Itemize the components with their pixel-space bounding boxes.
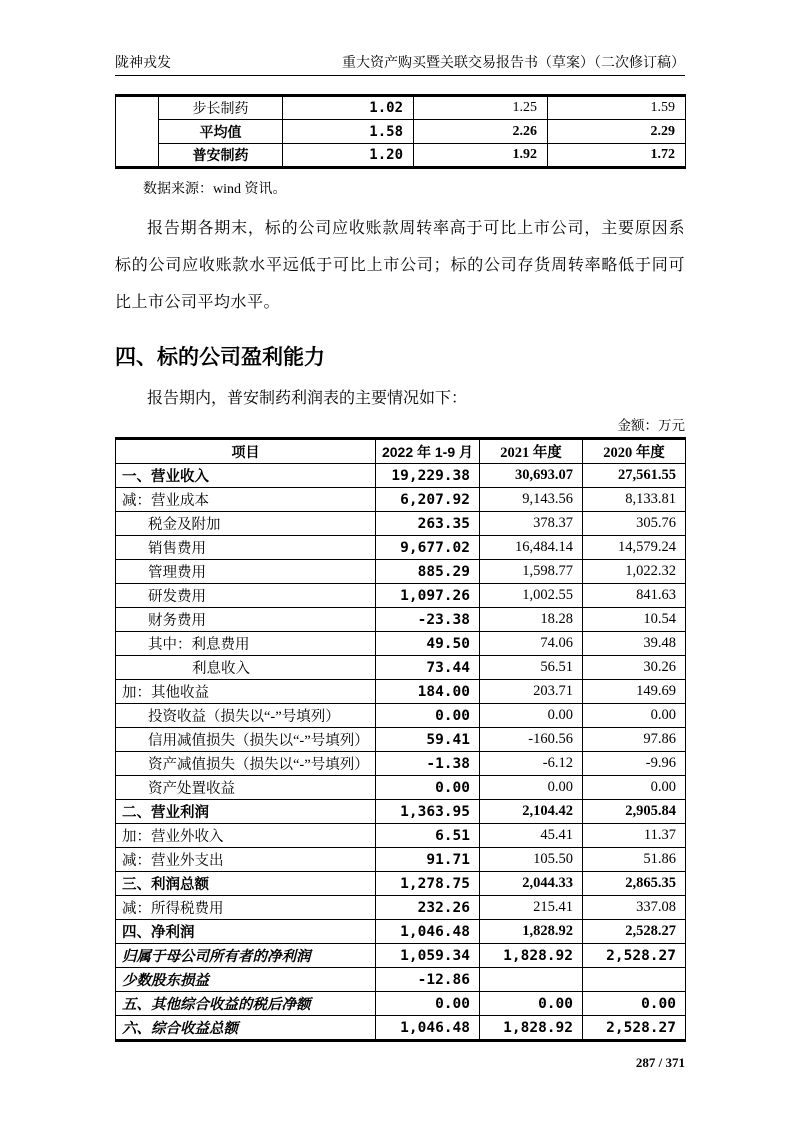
income-row — [116, 632, 686, 656]
income-value: 1,002.55 — [480, 584, 583, 608]
turnover-value: 2.29 — [548, 120, 686, 144]
income-value: -6.12 — [480, 752, 583, 776]
income-value: 9,143.56 — [480, 488, 583, 512]
income-value: -160.56 — [480, 728, 583, 752]
income-value: 841.63 — [583, 584, 686, 608]
income-column-header: 项目 — [116, 439, 376, 464]
income-row-label: 减：营业成本 — [116, 488, 376, 512]
income-value: 2,528.27 — [583, 920, 686, 944]
income-row — [116, 704, 686, 728]
income-value: 184.00 — [376, 680, 480, 704]
income-value: 51.86 — [583, 848, 686, 872]
income-value: 73.44 — [376, 656, 480, 680]
income-row-label: 资产减值损失（损失以“-”号填列） — [116, 752, 376, 776]
income-value: 1,022.32 — [583, 560, 686, 584]
income-value: 30,693.07 — [480, 464, 583, 488]
turnover-value: 1.20 — [283, 144, 414, 168]
income-value: 2,528.27 — [583, 944, 686, 968]
income-row — [116, 896, 686, 920]
turnover-value: 1.72 — [548, 144, 686, 168]
page-number: 287 / 371 — [635, 1055, 685, 1070]
income-row-label: 信用减值损失（损失以“-”号填列） — [116, 728, 376, 752]
income-value: 2,528.27 — [583, 1016, 686, 1041]
header-company-name: 陇神戎发 — [115, 56, 171, 71]
income-value: 49.50 — [376, 632, 480, 656]
income-value: 14,579.24 — [583, 536, 686, 560]
turnover-comparison-table — [115, 94, 686, 169]
turnover-value: 1.59 — [548, 96, 686, 120]
income-value: 203.71 — [480, 680, 583, 704]
header-report-title: 重大资产购买暨关联交易报告书（草案）（二次修订稿） — [342, 56, 685, 71]
income-row — [116, 992, 686, 1016]
income-value: 1,598.77 — [480, 560, 583, 584]
income-value: 2,905.84 — [583, 800, 686, 824]
income-row — [116, 488, 686, 512]
income-value: 97.86 — [583, 728, 686, 752]
income-value: 0.00 — [480, 704, 583, 728]
income-row — [116, 536, 686, 560]
income-row-label: 其中：利息费用 — [116, 632, 376, 656]
income-value: 305.76 — [583, 512, 686, 536]
data-source-note: 数据来源：wind 资讯。 — [143, 182, 287, 197]
income-value: 19,229.38 — [376, 464, 480, 488]
income-value: 0.00 — [583, 992, 686, 1016]
income-header-row — [116, 439, 686, 464]
turnover-company-name: 普安制药 — [159, 144, 283, 168]
income-row — [116, 680, 686, 704]
income-row — [116, 464, 686, 488]
income-value: 378.37 — [480, 512, 583, 536]
income-value: -9.96 — [583, 752, 686, 776]
income-row — [116, 608, 686, 632]
income-row-label: 财务费用 — [116, 608, 376, 632]
income-row — [116, 920, 686, 944]
income-value: 0.00 — [376, 992, 480, 1016]
income-value: 0.00 — [480, 992, 583, 1016]
turnover-value: 1.25 — [414, 96, 548, 120]
income-column-header: 2021 年度 — [480, 439, 583, 464]
income-value: 0.00 — [583, 776, 686, 800]
income-value: -1.38 — [376, 752, 480, 776]
income-row-label: 归属于母公司所有者的净利润 — [116, 944, 376, 968]
income-row-label: 加：其他收益 — [116, 680, 376, 704]
turnover-value: 1.58 — [283, 120, 414, 144]
income-value: 232.26 — [376, 896, 480, 920]
income-value: 1,097.26 — [376, 584, 480, 608]
income-row-label: 加：营业外收入 — [116, 824, 376, 848]
income-value: -12.86 — [376, 968, 480, 992]
income-row-label: 少数股东损益 — [116, 968, 376, 992]
income-row — [116, 824, 686, 848]
income-value: 30.26 — [583, 656, 686, 680]
page-content — [115, 0, 685, 1071]
turnover-value: 1.92 — [414, 144, 548, 168]
income-row — [116, 872, 686, 896]
income-row — [116, 776, 686, 800]
income-row-label: 一、营业收入 — [116, 464, 376, 488]
income-value: 149.69 — [583, 680, 686, 704]
income-row — [116, 752, 686, 776]
paragraph-receivables-analysis: 报告期各期末，标的公司应收账款周转率高于可比上市公司，主要原因系标的公司应收账款水平远低于可比上市公司；标的公司存货周转率略低于同可比上市公司平均水平。 — [115, 220, 685, 311]
income-value: 6,207.92 — [376, 488, 480, 512]
income-value: 0.00 — [376, 776, 480, 800]
income-row — [116, 728, 686, 752]
income-row-label: 研发费用 — [116, 584, 376, 608]
income-value: 1,828.92 — [480, 1016, 583, 1041]
income-row — [116, 1016, 686, 1041]
section-heading: 四、标的公司盈利能力 — [115, 346, 325, 369]
income-value: -23.38 — [376, 608, 480, 632]
paragraph-table-intro: 报告期内，普安制药利润表的主要情况如下： — [147, 390, 468, 407]
turnover-company-name: 步长制药 — [159, 96, 283, 120]
income-value: 0.00 — [583, 704, 686, 728]
income-row — [116, 512, 686, 536]
income-row — [116, 968, 686, 992]
turnover-value: 1.02 — [283, 96, 414, 120]
income-value: 105.50 — [480, 848, 583, 872]
income-value: 215.41 — [480, 896, 583, 920]
income-value: 39.48 — [583, 632, 686, 656]
income-value: 2,865.35 — [583, 872, 686, 896]
income-value: 0.00 — [480, 776, 583, 800]
income-row-label: 减：营业外支出 — [116, 848, 376, 872]
income-value — [480, 968, 583, 992]
income-value: 27,561.55 — [583, 464, 686, 488]
income-value: 1,059.34 — [376, 944, 480, 968]
income-value: 59.41 — [376, 728, 480, 752]
income-column-header: 2022 年 1-9 月 — [376, 439, 480, 464]
income-value: 18.28 — [480, 608, 583, 632]
turnover-company-name: 平均值 — [159, 120, 283, 144]
income-value: 1,828.92 — [480, 920, 583, 944]
income-value: 91.71 — [376, 848, 480, 872]
income-value: 1,046.48 — [376, 1016, 480, 1041]
income-row-label: 五、其他综合收益的税后净额 — [116, 992, 376, 1016]
income-value: 1,046.48 — [376, 920, 480, 944]
income-value — [583, 968, 686, 992]
income-row-label: 投资收益（损失以“-”号填列） — [116, 704, 376, 728]
income-row-label: 二、营业利润 — [116, 800, 376, 824]
income-value: 263.35 — [376, 512, 480, 536]
income-row-label: 销售费用 — [116, 536, 376, 560]
turnover-row — [116, 144, 686, 168]
income-row-label: 资产处置收益 — [116, 776, 376, 800]
unit-note: 金额：万元 — [617, 418, 685, 433]
income-value: 0.00 — [376, 704, 480, 728]
income-value: 8,133.81 — [583, 488, 686, 512]
income-row — [116, 848, 686, 872]
income-value: 16,484.14 — [480, 536, 583, 560]
income-value: 885.29 — [376, 560, 480, 584]
turnover-row — [116, 96, 686, 120]
income-row-label: 六、综合收益总额 — [116, 1016, 376, 1041]
income-row-label: 管理费用 — [116, 560, 376, 584]
income-statement-table — [115, 437, 686, 1042]
income-value: 1,363.95 — [376, 800, 480, 824]
income-row-label: 四、净利润 — [116, 920, 376, 944]
income-row — [116, 560, 686, 584]
income-value: 2,104.42 — [480, 800, 583, 824]
income-row — [116, 944, 686, 968]
income-row-label: 三、利润总额 — [116, 872, 376, 896]
income-value: 74.06 — [480, 632, 583, 656]
income-row — [116, 656, 686, 680]
income-value: 1,278.75 — [376, 872, 480, 896]
income-value: 45.41 — [480, 824, 583, 848]
income-column-header: 2020 年度 — [583, 439, 686, 464]
income-value: 9,677.02 — [376, 536, 480, 560]
turnover-row — [116, 120, 686, 144]
income-value: 10.54 — [583, 608, 686, 632]
income-row — [116, 584, 686, 608]
income-value: 337.08 — [583, 896, 686, 920]
income-value: 6.51 — [376, 824, 480, 848]
income-row-label: 利息收入 — [116, 656, 376, 680]
income-row — [116, 800, 686, 824]
income-value: 1,828.92 — [480, 944, 583, 968]
turnover-value: 2.26 — [414, 120, 548, 144]
turnover-category-cell — [116, 96, 159, 168]
income-value: 56.51 — [480, 656, 583, 680]
page-header — [115, 0, 685, 76]
income-value: 2,044.33 — [480, 872, 583, 896]
income-row-label: 减：所得税费用 — [116, 896, 376, 920]
income-row-label: 税金及附加 — [116, 512, 376, 536]
income-value: 11.37 — [583, 824, 686, 848]
